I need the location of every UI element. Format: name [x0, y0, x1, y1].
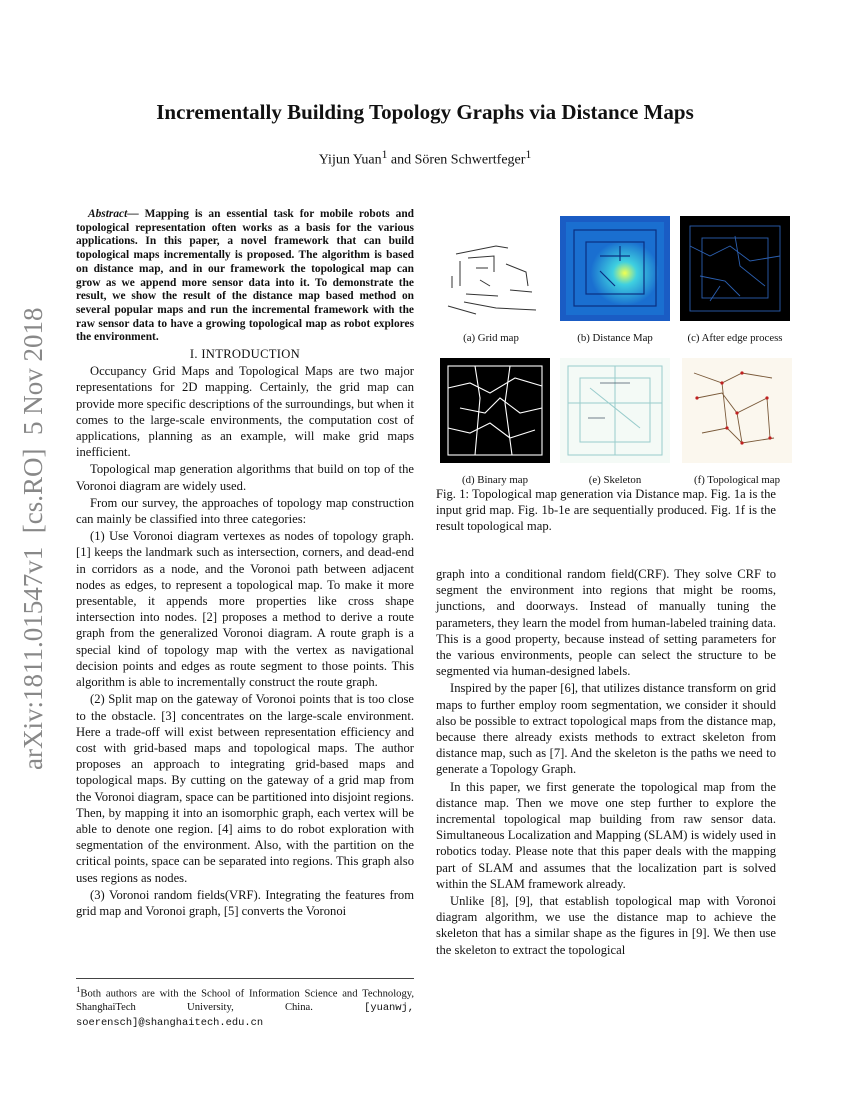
section-heading: I. INTRODUCTION: [189, 347, 301, 362]
abstract-label: Abstract: [88, 208, 128, 220]
panel-skeleton: [560, 358, 670, 486]
panel-binary-map: [440, 358, 550, 486]
left-column: [76, 208, 414, 919]
abstract-text: — Mapping is an essential task for mobile robots and topological representation often works as a basis for the various applications. In this paper, a novel framework that can build topological maps incrementally is proposed. The algorithm is based on distance map, and in our framework the topological map can grow as we append more sensor data into it. To demonstrate the result, we show the result of the distance map based method on several popular maps and run the incremental framework with the raw sensor data to have a growing topological map as robot explores the environment.: [76, 208, 414, 344]
footnote-email[interactable]: [yuanwj, soerensch]@shanghaitech.edu.cn: [76, 1002, 414, 1029]
panel-caption: (b) Distance Map: [577, 332, 653, 344]
paragraph: (3) Voronoi random fields(VRF). Integrating the features from grid map and Voronoi graph, [5] converts the Voronoi: [76, 887, 414, 918]
paper-title: Incrementally Building Topology Graphs via Distance Maps: [156, 100, 694, 124]
skeleton-image: [560, 358, 670, 463]
author-1: Yijun Yuan: [318, 152, 382, 168]
panel-topological-map: [682, 358, 792, 486]
panel-caption: (a) Grid map: [463, 332, 519, 344]
panel-grid-map: [436, 216, 546, 344]
paragraph: (1) Use Voronoi diagram vertexes as nodes of topology graph. [1] keeps the landmark such as intersection, corners, and dead-end in corridors as a node, and the Voronoi path between adjacent nodes as edges, to represent a topological map. To make it more presentable, it appends more properties like cross shape intersection into nodes. [2] proposes a method to derive a route graph from the generalized Voronoi diagram. A route graph is a special kind of topology map with the vertex as navigational decision points and edges as route segment to those points. This algorithm is able to incrementally construct the route graph.: [76, 529, 414, 690]
paragraph: Occupancy Grid Maps and Topological Maps are two major representations for 2D mapping. Certainly, the grid map can provide more specific descriptions of the surroundings, but when it comes to the large-scale environments, the computation cost of applications, planning as an example, will make grid maps inefficient.: [76, 364, 414, 460]
panel-edge-process: [680, 216, 790, 344]
panel-caption: (d) Binary map: [462, 474, 528, 486]
abstract: [76, 208, 414, 345]
panel-caption: (e) Skeleton: [588, 474, 642, 486]
paragraph: From our survey, the approaches of topology map construction can mainly be classified into three categories:: [76, 495, 414, 527]
footnote-mark: 1: [76, 984, 81, 994]
arxiv-id: arXiv:1811.01547v1 [cs.RO] 5 Nov 2018: [18, 307, 48, 770]
right-column: [436, 566, 776, 958]
figure-caption: Fig. 1: Topological map generation via Distance map. Fig. 1a is the input grid map. Fig. 1b-1e are sequentially produced. Fig. 1f is the result topological map.: [436, 487, 776, 534]
arxiv-stamp: [4, 290, 54, 780]
paragraph: graph into a conditional random field(CRF). They solve CRF to segment the environment into regions that might be rooms, junctions, and doorways. Instead of manually tuning the parameters, they learn the model from human-labeled training data. This is a good property, because instead of setting parameters for the various environments, people can select the structure to be segmented via human-designed labels.: [436, 567, 776, 679]
panel-distance-map: [560, 216, 670, 344]
distance-map-image: [560, 216, 670, 321]
footnote: [76, 978, 414, 1030]
author-2: and Sören Schwertfeger: [387, 152, 526, 168]
panel-caption: (c) After edge process: [687, 332, 783, 344]
paragraph: Inspired by the paper [6], that utilizes distance transform on grid maps to further employ room segmentation, we consider it should also be possible to extract topological maps from the distance map, because there already exists methods to extract skeleton from distance map, such as [7]. And the skeleton is the paths we need to generate a Topology Graph.: [436, 681, 776, 777]
author-2-affil: 1: [525, 148, 532, 161]
author-1-affil: 1: [381, 148, 388, 161]
edge-process-image: [680, 216, 790, 321]
grid-map-image: [436, 216, 546, 321]
paragraph: Unlike [8], [9], that establish topological map with Voronoi diagram algorithm, we use the distance map to achieve the skeleton that has a similar shape as the figures in [9]. We then use the skeleton to extract the topological: [436, 894, 776, 957]
paragraph: In this paper, we first generate the topological map from the distance map. Then we move one step further to explore the incremental topological map building from raw sensor data. Simultaneous Localization and Mapping (SLAM) is widely used in robotics today. Please note that this paper deals with the mapping part of SLAM and assumes that the localization part is solved within the SLAM framework already.: [436, 779, 776, 891]
binary-map-image: [440, 358, 550, 463]
paragraph: (2) Split map on the gateway of Voronoi points that is too close to the obstacle. [3] concentrates on the large-scale environment. Here a trade-off will exist between representation efficiency and cost with grid-based maps and topological maps. The author proposes an approach to integrating grid-based maps and topological maps. By cutting on the gateway of a grid map from the Voronoi diagram, space can be partitioned into disjoint regions. Then, by mapping it into an isomorphic graph, each vertex will be able to denote one region. [4] aims to do robot exploration with segmentation of the environment. Also, with the partition on the critical points, space can be separated into regions. This graph also uses regions as nodes.: [76, 692, 414, 885]
footnote-text: Both authors are with the School of Information Science and Technology, ShanghaiTech University, China.: [76, 988, 414, 1014]
topological-map-image: [682, 358, 792, 463]
panel-caption: (f) Topological map: [694, 474, 780, 486]
paper-authors: [0, 148, 850, 169]
paragraph: Topological map generation algorithms that build on top of the Voronoi diagram are widely used.: [76, 462, 414, 493]
